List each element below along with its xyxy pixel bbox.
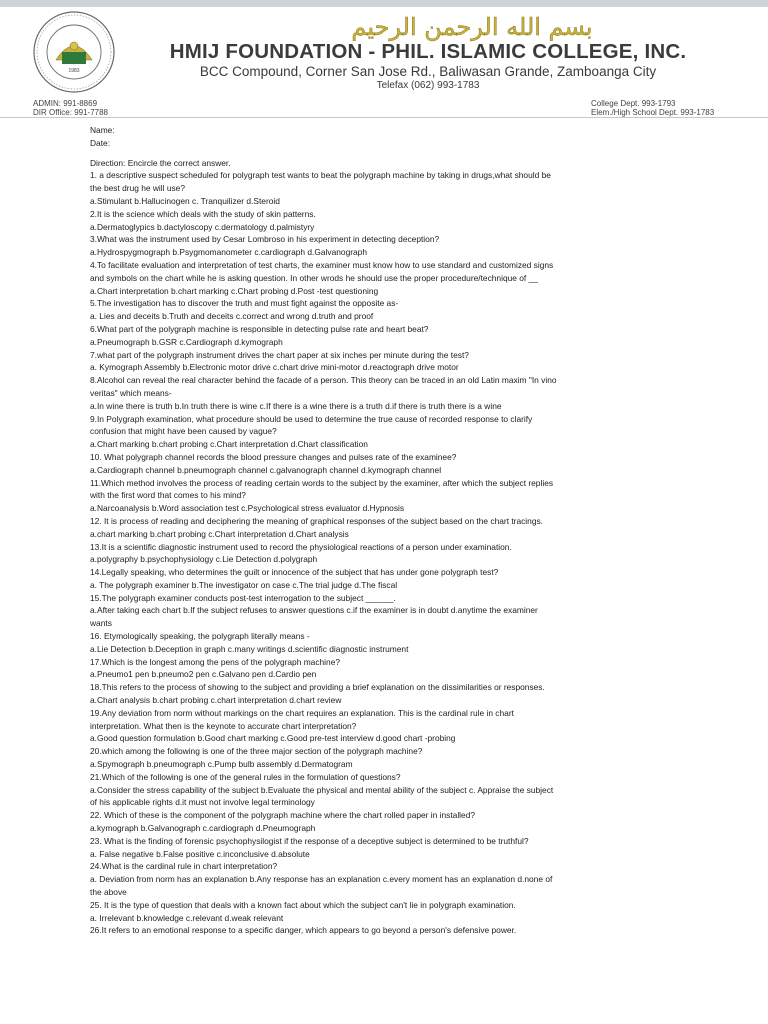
question-line: a.polygraphy b.psychophysiology c.Lie Detection d.polygraph: [90, 554, 318, 565]
question-line: 23. What is the finding of forensic psychophysilogist if the response of a deceptive subject is determined to be truthful?: [90, 835, 529, 846]
question-line: 15.The polygraph examiner conducts post-test interrogation to the subject ______.: [90, 592, 396, 603]
question-line: a.In wine there is truth b.In truth there is wine c.If there is a wine there is a truth d.if there is truth there is a wine: [90, 400, 502, 411]
question-line: 25. It is the type of question that deals with a known fact about which the subject can't lie in polygraph examination.: [90, 899, 516, 910]
date-label: Date:: [90, 137, 111, 148]
question-line: 18.This refers to the process of showing to the subject and providing a brief explanation on the dissimilarities or responses.: [90, 682, 545, 693]
question-line: a. Lies and deceits b.Truth and deceits c.correct and wrong d.truth and proof: [90, 311, 374, 322]
question-line: a.Consider the stress capability of the subject b.Evaluate the physical and mental ability of the subject c. Appraise the subject: [90, 784, 554, 795]
question-line: 7.what part of the polygraph instrument drives the chart paper at six inches per minute during the test?: [90, 349, 469, 360]
telefax-number: Telefax (062) 993-1783: [376, 80, 480, 91]
question-line: a.Chart analysis b.chart probing c.chart interpretation d.chart review: [90, 695, 342, 706]
question-line: interpretation. What then is the keynote to accurate chart interpretation?: [90, 720, 357, 731]
admin-phone: ADMIN: 991-8869: [33, 99, 98, 108]
svg-text:بسم الله الرحمن الرحيم: بسم الله الرحمن الرحيم: [351, 13, 593, 41]
question-line: the best drug he will use?: [90, 183, 185, 194]
admin-contact-block: [33, 99, 108, 117]
question-line: 20.which among the following is one of the three major section of the polygraph machine?: [90, 746, 423, 757]
department-contact-block: [591, 99, 714, 117]
question-line: 16. Etymologically speaking, the polygraph literally means -: [90, 631, 310, 642]
question-line: wants: [90, 618, 112, 629]
college-dept-phone: College Dept. 993-1793: [591, 99, 676, 108]
question-line: 8.Alcohol can reveal the real character behind the facade of a person. This theory can be traced in an old Latin maxim "In vino: [90, 375, 557, 386]
question-line: 5.The investigation has to discover the truth and must fight against the opposite as-: [90, 298, 399, 309]
question-list: [90, 169, 684, 937]
dir-office-phone: DIR Office: 991-7788: [33, 108, 109, 117]
question-line: and symbols on the chart while he is asking question. In other wrods he should use the proper procedure/technique of __: [90, 272, 538, 283]
institution-address: BCC Compound, Corner San Jose Rd., Baliwasan Grande, Zamboanga City: [199, 64, 657, 79]
top-bar: [0, 0, 768, 7]
question-line: 14.Legally speaking, who determines the guilt or innocence of the subject that has under gone polygraph test?: [90, 567, 499, 578]
arabic-calligraphy-banner: [272, 10, 672, 44]
question-line: a.Chart marking b.chart probing c.Chart interpretation d.Chart classification: [90, 439, 368, 450]
question-line: a.chart marking b.chart probing c.Chart interpretation d.Chart analysis: [90, 528, 349, 539]
direction-text: Direction: Encircle the correct answer.: [90, 157, 231, 168]
question-line: 6.What part of the polygraph machine is responsible in detecting pulse rate and heart beat?: [90, 323, 429, 334]
question-line: confusion that might have been caused by vague?: [90, 426, 277, 437]
question-line: 3.What was the instrument used by Cesar Lombroso in his experiment in detecting deception?: [90, 234, 440, 245]
question-line: 13.It is a scientific diagnostic instrument used to record the physiological reactions of a person under examination.: [90, 541, 512, 552]
college-seal-logo: [32, 10, 116, 94]
question-line: a. False negative b.False positive c.inconclusive d.absolute: [90, 848, 310, 859]
exam-body: [90, 124, 684, 937]
question-line: a.Stimulant b.Hallucinogen c. Tranquilizer d.Steroid: [90, 195, 280, 206]
question-line: a.Pneumograph b.GSR c.Cardiograph d.kymograph: [90, 336, 283, 347]
question-line: the above: [90, 887, 127, 898]
question-line: 4.To facilitate evaluation and interpretation of test charts, the examiner must know how to use standard and customized signs: [90, 259, 554, 270]
question-line: veritas" which means-: [90, 387, 172, 398]
question-line: 10. What polygraph channel records the blood pressure changes and pulses rate of the examinee?: [90, 451, 457, 462]
question-line: a.Pneumo1 pen b.pneumo2 pen c.Galvano pen d.Cardio pen: [90, 669, 317, 680]
institution-title: HMIJ FOUNDATION - PHIL. ISLAMIC COLLEGE, INC.: [169, 40, 687, 63]
question-line: a.Narcoanalysis b.Word association test c.Psychological stress evaluator d.Hypnosis: [90, 503, 405, 514]
question-line: a.Dermatoglypics b.dactyloscopy c.dermatology d.palmistyry: [90, 221, 315, 232]
question-line: 9.In Polygraph examination, what procedure should be used to determine the true cause of recorded response to clarify: [90, 413, 533, 424]
question-line: 24.What is the cardinal rule in chart interpretation?: [90, 861, 278, 872]
question-line: a.Spymograph b.pneumograph c.Pump bulb assembly d.Dermatogram: [90, 759, 353, 770]
question-line: 12. It is process of reading and deciphering the meaning of graphical responses of the subject based on the chart tracings.: [90, 515, 543, 526]
question-line: a. Deviation from norm has an explanation b.Any response has an explanation c.every moment has an explanation d.none of: [90, 874, 553, 885]
question-line: of his applicable rights d.it must not involve legal terminology: [90, 797, 315, 808]
question-line: 1. a descriptive suspect scheduled for polygraph test wants to beat the polygraph machine by taking in drugs,what should be: [90, 170, 551, 181]
question-line: with the first word that comes to his mind?: [90, 490, 246, 501]
question-line: 2.It is the science which deals with the study of skin patterns.: [90, 208, 316, 219]
question-line: 19.Any deviation from norm without markings on the chart requires an explanation. This is the cardinal rule in chart: [90, 707, 514, 718]
header-divider: [0, 117, 768, 118]
question-line: a.Good question formulation b.Good chart marking c.Good pre-test interview d.good chart -probing: [90, 733, 456, 744]
spacer: [90, 150, 684, 157]
question-line: 17.Which is the longest among the pens of the polygraph machine?: [90, 656, 341, 667]
question-line: 22. Which of these is the component of the polygraph machine where the chart rolled paper in installed?: [90, 810, 476, 821]
question-line: a. Kymograph Assembly b.Electronic motor drive c.chart drive mini-motor d.reactograph drive motor: [90, 362, 459, 373]
question-line: 26.It refers to an emotional response to a specific danger, which appears to go beyond a person's defensive power.: [90, 925, 517, 936]
question-line: a.Hydrospygmograph b.Psygmomanometer c.cardiograph d.Galvanograph: [90, 247, 367, 258]
question-line: 21.Which of the following is one of the general rules in the formulation of questions?: [90, 771, 401, 782]
question-line: 11.Which method involves the process of reading certain words to the subject by the examiner, after which the subject replies: [90, 477, 554, 488]
name-label: Name:: [90, 125, 115, 135]
question-line: a.After taking each chart b.If the subject refuses to answer questions c.if the examiner is in doubt d.anytime the examiner: [90, 605, 538, 616]
elem-dept-phone: Elem./High School Dept. 993-1783: [591, 108, 715, 117]
question-line: a.Chart interpretation b.chart marking c.Chart probing d.Post -test questioning: [90, 285, 379, 296]
question-line: a. Irrelevant b.knowledge c.relevant d.weak relevant: [90, 912, 284, 923]
question-line: a.kymograph b.Galvanograph c.cardiograph d.Pneumograph: [90, 823, 316, 834]
question-line: a.Lie Detection b.Deception in graph c.many writings d.scientific diagnostic instrument: [90, 643, 409, 654]
svg-text:1983: 1983: [68, 68, 80, 74]
question-line: a.Cardiograph channel b.pneumograph channel c.galvanograph channel d.kymograph channel: [90, 464, 442, 475]
question-line: a. The polygraph examiner b.The investigator on case c.The trial judge d.The fiscal: [90, 579, 398, 590]
